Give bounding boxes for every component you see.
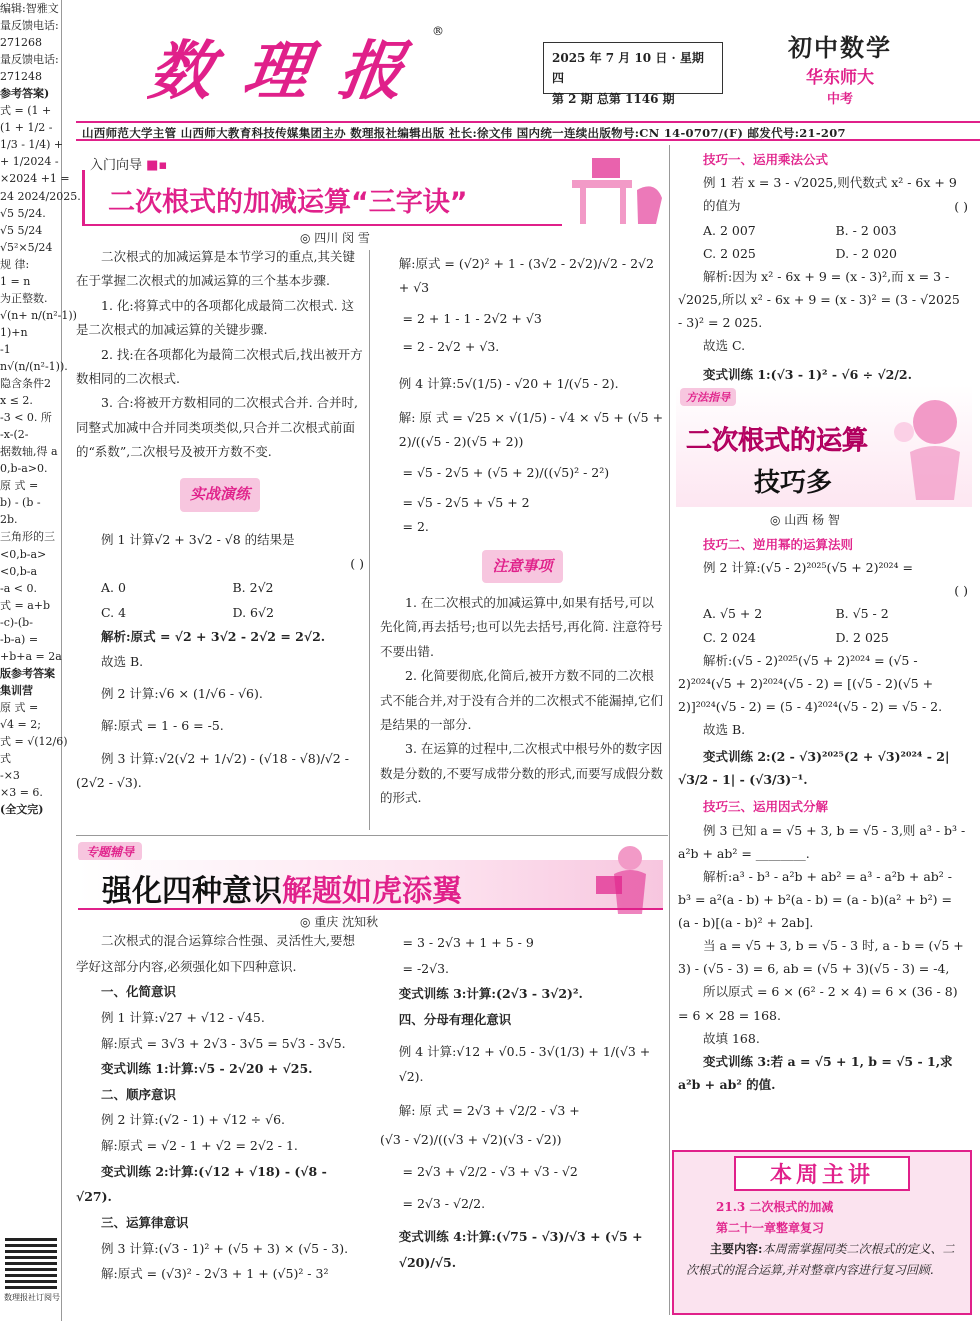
logo-char-1: 数 xyxy=(143,34,219,109)
ex1: 例 1 计算√2 + 3√2 - √8 的结果是 xyxy=(101,531,295,547)
tip2-sol: 解析:(√5 - 2)²⁰²⁵(√5 + 2)²⁰²⁴ = (√5 - 2)²⁰²⁴(√5 + 2)²⁰²⁴(√5 - 2) = [(√5 - 2)(√5 + 2)]²⁰²⁴(√5 - 2) = (5 - 4)²⁰²⁴(√5 - 2) = √5 - 2. xyxy=(678,652,943,714)
strip-line: 式 = a+b xyxy=(0,598,51,612)
article3-title-1: 二次根式的运算 xyxy=(686,426,869,456)
a2-ex2-sol: 解:原式 = √2 - 1 + √2 = 2√2 - 1. xyxy=(101,1138,298,1153)
ex3: 例 3 计算:√2(√2 + 1/√2) - (√18 - √8)/√2 - (2√2 - √3). xyxy=(76,750,349,790)
practice-badge: 实战演练 xyxy=(180,478,260,511)
article3-title-2: 技巧多 xyxy=(754,468,833,498)
a2-r2: = -2√3. xyxy=(402,960,450,976)
strip-line: + 1/2024 - xyxy=(0,155,59,169)
section-tag-method: 方法指导 xyxy=(680,388,736,406)
article2-author: ◎ 重庆 沈知秋 xyxy=(300,915,379,929)
strip-line: 271268 xyxy=(0,36,42,50)
strip-line: -b-a) = xyxy=(0,632,39,646)
logo-char-3: 报 xyxy=(333,34,409,109)
a2-ex1-sol: 解:原式 = 3√3 + 2√3 - 3√5 = 5√3 - 3√5. xyxy=(101,1035,346,1051)
a2-ex3-sol: 解:原式 = (√3)² - 2√3 + 1 + (√5)² - 3² xyxy=(101,1266,329,1282)
strip-line: -a < 0. xyxy=(0,581,37,595)
ex4-sol-4: = 2. xyxy=(402,519,429,535)
practice-badge-wrap xyxy=(76,478,364,511)
article3-top xyxy=(678,148,968,386)
strip-line: √(n+ n/(n²-1)) xyxy=(0,308,77,322)
brand-level: 中考 xyxy=(826,92,853,107)
article2-col-b xyxy=(380,930,665,1276)
note-badge: 注意事项 xyxy=(482,550,562,583)
tip2-options xyxy=(678,602,968,648)
tip2-opt-c: C. 2 024 xyxy=(703,629,756,645)
ex1-paren: ( ) xyxy=(350,556,364,571)
strip-line: -3 < 0. 所 xyxy=(0,411,52,425)
note-2: 2. 化简要彻底,化简后,被开方数不同的二次根式不能合并,对于没有合并的二次根式不能漏掉,它们是结果的一部分. xyxy=(380,668,663,732)
tip1-opt-d: D. - 2 020 xyxy=(835,245,898,261)
divider-v1 xyxy=(369,250,370,830)
tip1-sol: 解析:因为 x² - 6x + 9 = (x - 3)²,而 x = 3 - √2025,所以 x² - 6x + 9 = (x - 3)² = (3 - √2025 - 3)² = 2 025. xyxy=(678,268,960,330)
tip2-opt-a: A. √5 + 2 xyxy=(703,606,763,622)
article3-bottom xyxy=(678,533,968,1096)
strip-line: 量反馈电话: xyxy=(0,19,59,33)
ex2: 例 2 计算:√6 × (1/√6 - √6). xyxy=(101,685,263,701)
reading-figure-illustration xyxy=(590,840,662,918)
weekly-content-text: 本周需掌握同类二次根式的定义、二次根式的混合运算,并对整章内容进行复习回顾. xyxy=(686,1242,955,1277)
strip-line: 版参考答案 xyxy=(0,666,55,680)
strip-line: (1 + 1/2 - xyxy=(0,121,53,135)
a2-ex1: 例 1 计算:√27 + √12 - √45. xyxy=(101,1009,265,1025)
strip-line: <0,b-a> xyxy=(0,547,47,561)
strip-line: 1/3 - 1/4) + xyxy=(0,138,64,152)
strip-line: √4 = 2; xyxy=(0,717,41,731)
weekly-line-2: 第二十一章整章复习 xyxy=(716,1221,825,1235)
ex1-opt-b: B. 2√2 xyxy=(232,580,274,596)
article2-title-pink: 解题如虎添翼 xyxy=(282,874,462,909)
brand-block xyxy=(760,28,920,107)
strip-line: 式 = (1 + xyxy=(0,104,52,118)
brand-title: 初中数学 xyxy=(788,33,892,62)
strip-line: 编辑:智雅文 xyxy=(0,2,59,15)
strip-line: 量反馈电话: xyxy=(0,53,59,67)
step-3: 3. 合:将被开方数相同的二次根式合并. 合并时,同整式加减中合并同类项类似,只合并二次根式前面的“系数”,二次根号及被开方数不变. xyxy=(76,395,359,459)
weekly-body xyxy=(674,1195,970,1283)
weekly-content-label: 主要内容: xyxy=(710,1242,763,1256)
issue-line: 第 2 期 总第 1146 期 xyxy=(552,91,675,106)
a2-train1: 变式训练 1:计算:√5 - 2√20 + √25. xyxy=(101,1061,313,1077)
ex3-sol-2: = 2 + 1 - 1 - 2√2 + √3 xyxy=(402,310,542,326)
strip-line: 0,b-a>0. xyxy=(0,462,48,476)
weekly-title: 本周主讲 xyxy=(734,1156,910,1191)
tip1-options xyxy=(678,219,968,265)
strip-line: 为正整数. xyxy=(0,291,48,305)
desk-illustration xyxy=(562,150,667,228)
article2-title xyxy=(102,866,462,910)
article1-intro: 二次根式的加减运算是本节学习的重点,其关键在于掌握二次根式的加减运算的三个基本步骤. xyxy=(76,249,355,289)
tip3-sol-3: 所以原式 = 6 × (6² - 2 × 4) = 6 × (36 - 8) = 6 × 28 = 168. xyxy=(678,984,958,1023)
divider-v2 xyxy=(669,145,670,1315)
strip-line: 24 2024/2025. xyxy=(0,189,81,203)
strip-line: √5²×5/24 xyxy=(0,240,53,254)
ex3-sol-3: = 2 - 2√2 + √3. xyxy=(402,339,500,355)
publication-bar: 山西师范大学主管 山西师大教育科技传媒集团主办 数理报社编辑出版 社长:徐文伟 国内统一连续出版物号:CN 14-0707/(F) 邮发代号:21-207 xyxy=(76,121,980,141)
strip-line: +b+a = 2a xyxy=(0,649,62,663)
article1-col-b xyxy=(380,252,665,810)
ex1-opt-a: A. 0 xyxy=(101,580,126,596)
tip1-paren: ( ) xyxy=(954,199,968,215)
note-1: 1. 在二次根式的加减运算中,如果有括号,可以先化简,再去括号;也可以先去括号,再化简. 注意符号不要出错. xyxy=(380,595,663,659)
brand-sub: 华东师大 xyxy=(806,68,874,88)
strip-line: -c)-(b- xyxy=(0,615,33,629)
a2-ex4-sol-4: = 2√3 - √2/2. xyxy=(402,1195,486,1211)
ex1-opt-d: D. 6√2 xyxy=(232,604,274,620)
ex1-solution: 解析:原式 = √2 + 3√2 - 2√2 = 2√2. xyxy=(101,629,326,645)
divider-h1 xyxy=(76,835,668,836)
date-box xyxy=(543,42,723,106)
thinking-figure-illustration xyxy=(880,392,970,502)
newspaper-logo xyxy=(140,20,444,110)
strip-line: <0,b-a xyxy=(0,564,38,578)
ex4-sol-2: = √5 - 2√5 + (√5 + 2)/((√5)² - 2²) xyxy=(402,464,610,480)
previous-page-strip xyxy=(0,0,81,1321)
note-3: 3. 在运算的过程中,二次根式中根号外的数字因数是分数的,不要写成带分数的形式,而要写成假分数的形式. xyxy=(380,741,663,805)
strip-line: 1)+n xyxy=(0,325,28,339)
strip-line: ×2024 +1 = xyxy=(0,172,70,186)
weekly-line-1: 21.3 二次根式的加减 xyxy=(716,1200,834,1214)
tip3-train: 变式训练 3:若 a = √5 + 1, b = √5 - 1,求 a²b + ab² 的值. xyxy=(678,1053,953,1092)
strip-line: √5 5/24. xyxy=(0,206,46,220)
strip-line: 隐含条件2 xyxy=(0,377,51,391)
strip-line: ×3 = 6. xyxy=(0,786,43,800)
a2-train2: 变式训练 2:计算:(√12 + √18) - (√8 - √27). xyxy=(76,1163,327,1205)
ex1-opt-c: C. 4 xyxy=(101,604,127,620)
tip1-opt-a: A. 2 007 xyxy=(703,222,756,238)
logo-char-2: 理 xyxy=(238,34,314,109)
strip-line: (全文完) xyxy=(0,803,44,817)
qr-caption: 数理报社订阅号 xyxy=(4,1293,60,1302)
ex4-sol-3: = √5 - 2√5 + √5 + 2 xyxy=(402,495,530,510)
weekly-focus-box xyxy=(672,1150,972,1315)
h1: 一、化简意识 xyxy=(101,984,177,1000)
strip-line: b) - (b - xyxy=(0,496,41,510)
weekly-content xyxy=(686,1239,958,1281)
article1-title: 二次根式的加减运算“三字诀” xyxy=(108,187,468,218)
article2-intro: 二次根式的混合运算综合性强、灵活性大,要想学好这部分内容,必须强化如下四种意识. xyxy=(76,933,355,974)
tip1-opt-c: C. 2 025 xyxy=(703,245,756,261)
h3: 三、运算律意识 xyxy=(101,1214,189,1230)
a2-ex4-sol-1: 解: 原 式 = 2√3 + √2/2 - √3 + xyxy=(398,1102,580,1118)
ex1-options xyxy=(76,576,364,625)
tip3-head: 技巧三、运用因式分解 xyxy=(703,799,829,815)
strip-line: -1 xyxy=(0,342,11,356)
tip3-sol-2: 当 a = √5 + 3, b = √5 - 3 时, a - b = (√5 + 3) - (√5 - 3) = 6, ab = (√5 + 3)(√5 - 3) = -4, xyxy=(678,938,964,977)
tip1-train: 变式训练 1:(√3 - 1)² - √6 ÷ √2/2. xyxy=(703,367,912,383)
article2-title-black: 强化四种意识 xyxy=(102,874,282,909)
strip-line: 1 = n xyxy=(0,274,31,288)
tip1-opt-b: B. - 2 003 xyxy=(835,222,897,238)
strip-line: 据数轴,得 a xyxy=(0,445,58,459)
tip2-head: 技巧二、逆用幂的运算法则 xyxy=(703,537,854,552)
step-1: 1. 化:将算式中的各项都化成最简二次根式. 这是二次根式的加减运算的关键步骤. xyxy=(76,297,355,338)
tip2-opt-d: D. 2 025 xyxy=(835,629,889,645)
strip-line: 规 律: xyxy=(0,257,30,271)
a2-ex4-sol-2: (√3 - √2)/((√3 + √2)(√3 - √2)) xyxy=(380,1132,562,1148)
article2-col-a xyxy=(76,928,366,1287)
tip2-ans: 故选 B. xyxy=(703,722,746,737)
h4: 四、分母有理化意识 xyxy=(398,1011,512,1027)
tip1-ans: 故选 C. xyxy=(703,338,746,354)
note-badge-wrap xyxy=(380,550,665,583)
strip-line: -×3 xyxy=(0,769,20,783)
article1-col-a xyxy=(76,245,364,795)
qr-code xyxy=(5,1237,57,1289)
step-2: 2. 找:在各项都化为最简二次根式后,找出被开方数相同的二次根式. xyxy=(76,346,363,386)
strip-line: 集训营 xyxy=(0,683,33,697)
ex4: 例 4 计算:5√(1/5) - √20 + 1/(√5 - 2). xyxy=(398,375,619,391)
strip-line: 参考答案) xyxy=(0,87,50,101)
a2-ex3: 例 3 计算:(√3 - 1)² + (√5 + 3) × (√5 - 3). xyxy=(101,1240,349,1256)
a2-r1: = 3 - 2√3 + 1 + 5 - 9 xyxy=(402,935,534,950)
ex1-answer: 故选 B. xyxy=(101,653,144,669)
a2-ex4: 例 4 计算:√12 + √0.5 - 3√(1/3) + 1/(√3 + √2). xyxy=(398,1043,651,1085)
tip3-sol-1: 解析:a³ - b³ - a²b + ab² = a³ - a²b + ab² - b³ = a²(a - b) + b²(a - b) = (a - b)(a² + b²) = (a - b)[(a - b)² + 2ab]. xyxy=(678,868,952,930)
section-tag-intro: 入门向导 ■▪ xyxy=(90,158,168,173)
tip1-ex: 例 1 若 x = 3 - √2025,则代数式 x² - 6x + 9 的值为 xyxy=(703,175,957,214)
strip-line: 原 式 = xyxy=(0,479,39,493)
tip1-head: 技巧一、运用乘法公式 xyxy=(703,152,829,167)
tip2-paren: ( ) xyxy=(954,583,968,599)
ex4-sol-1: 解: 原 式 = √25 × √(1/5) - √4 × √5 + (√5 + 2)/((√5 - 2)(√5 + 2)) xyxy=(398,409,664,450)
ex2-solution: 解:原式 = 1 - 6 = -5. xyxy=(101,718,224,734)
a2-train3: 变式训练 3:计算:(2√3 - 3√2)². xyxy=(398,986,583,1002)
strip-line: 原 式 = xyxy=(0,700,39,714)
a2-train4: 变式训练 4:计算:(√75 - √3)/√3 + (√5 + √20)/√5. xyxy=(398,1229,643,1270)
a2-ex4-sol-3: = 2√3 + √2/2 - √3 + √3 - √2 xyxy=(402,1164,578,1179)
strip-line: 271248 xyxy=(0,70,42,84)
registered-mark: ® xyxy=(432,24,444,38)
tip3-ans: 故填 168. xyxy=(703,1030,760,1046)
strip-line: n√(n/(n²-1)). xyxy=(0,359,68,373)
strip-line: x ≤ 2. xyxy=(0,394,33,408)
tip3-ex: 例 3 已知 a = √5 + 3, b = √5 - 3,则 a³ - b³ - a²b + ab² = ________. xyxy=(678,822,966,861)
strip-line: -x-(2- xyxy=(0,428,29,442)
strip-line: 式 xyxy=(0,752,11,766)
strip-line: 式 = √(12/6) xyxy=(0,735,68,749)
section-tag-special: 专题辅导 xyxy=(78,842,142,861)
strip-line: √5 5/24 xyxy=(0,223,43,237)
tip2-opt-b: B. √5 - 2 xyxy=(835,606,889,622)
tip2-ex: 例 2 计算:(√5 - 2)²⁰²⁵(√5 + 2)²⁰²⁴ = xyxy=(703,560,913,576)
strip-line: 三角形的三 xyxy=(0,530,55,544)
h2: 二、顺序意识 xyxy=(101,1086,177,1102)
article1-author: ◎ 四川 闵 雪 xyxy=(300,231,370,245)
article3-author: ◎ 山西 杨 智 xyxy=(770,513,840,527)
date-line: 2025 年 7 月 10 日 · 星期四 xyxy=(552,51,704,86)
strip-line: 2b. xyxy=(0,513,18,527)
ex3-sol-1: 解:原式 = (√2)² + 1 - (3√2 - 2√2)/√2 - 2√2 + √3 xyxy=(398,256,654,296)
a2-ex2: 例 2 计算:(√2 - 1) + √12 ÷ √6. xyxy=(101,1112,286,1128)
tip2-train: 变式训练 2:(2 - √3)²⁰²⁵(2 + √3)²⁰²⁴ - 2|√3/2 - 1| - (√3/3)⁻¹. xyxy=(678,749,950,788)
